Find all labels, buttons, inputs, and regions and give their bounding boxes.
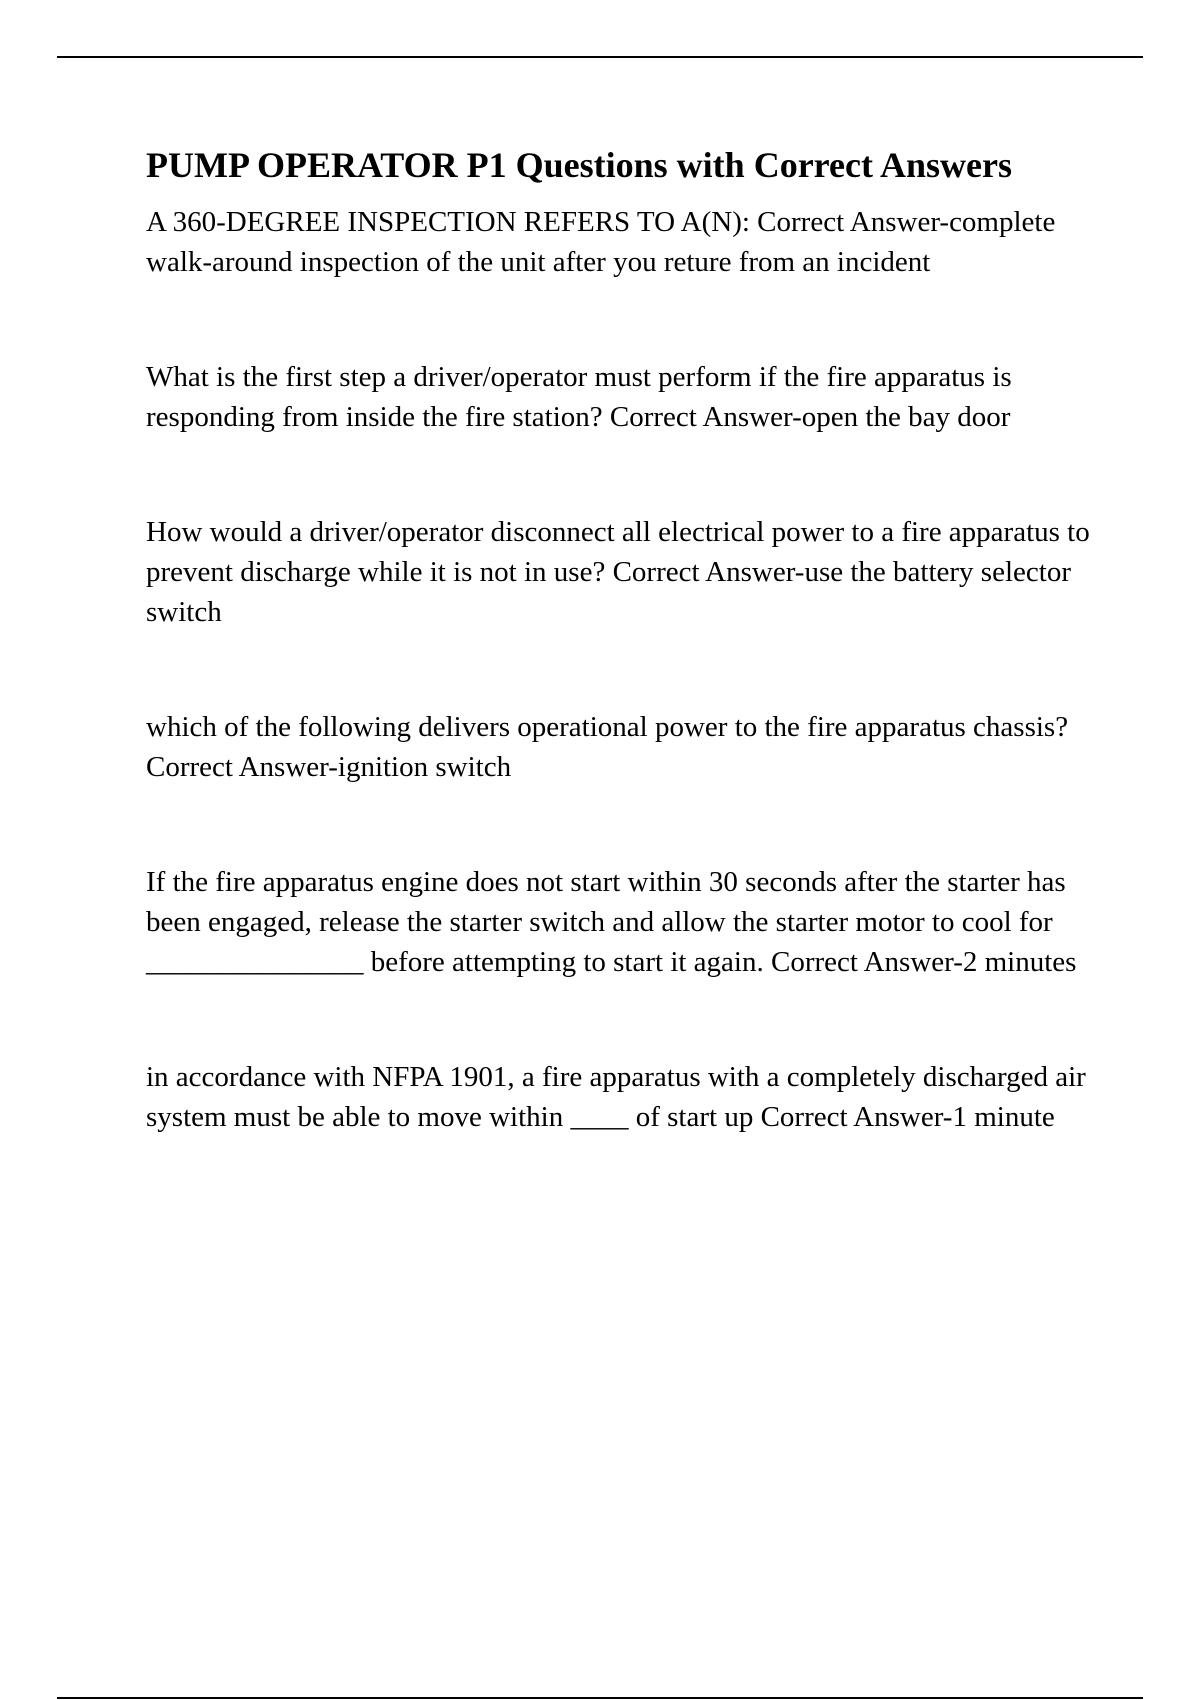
qa-item: If the fire apparatus engine does not start within 30 seconds after the starter has been engaged, release the starter switch and allow the starter motor to cool for _______________ before attempting to start it again. Correct Answer-2 minutes xyxy=(146,866,1077,978)
qa-item: How would a driver/operator disconnect all electrical power to a fire apparatus to prevent discharge while it is not in use? Correct Answer-use the battery selector switch xyxy=(146,516,1090,628)
qa-item: in accordance with NFPA 1901, a fire apparatus with a completely discharged air system must be able to move within ____ of start up Correct Answer-1 minute xyxy=(146,1061,1086,1133)
bottom-rule xyxy=(57,1697,1143,1699)
qa-item: What is the first step a driver/operator must perform if the fire apparatus is responding from inside the fire station? Correct Answer-open the bay door xyxy=(146,361,1012,433)
document-title: PUMP OPERATOR P1 Questions with Correct Answers xyxy=(146,145,1012,185)
qa-item: which of the following delivers operational power to the fire apparatus chassis? Correct Answer-ignition switch xyxy=(146,711,1069,783)
document-body xyxy=(146,140,1096,1137)
top-rule xyxy=(57,56,1143,58)
qa-item: A 360-DEGREE INSPECTION REFERS TO A(N): Correct Answer-complete walk-around inspection of the unit after you reture from an incident xyxy=(146,206,1056,278)
